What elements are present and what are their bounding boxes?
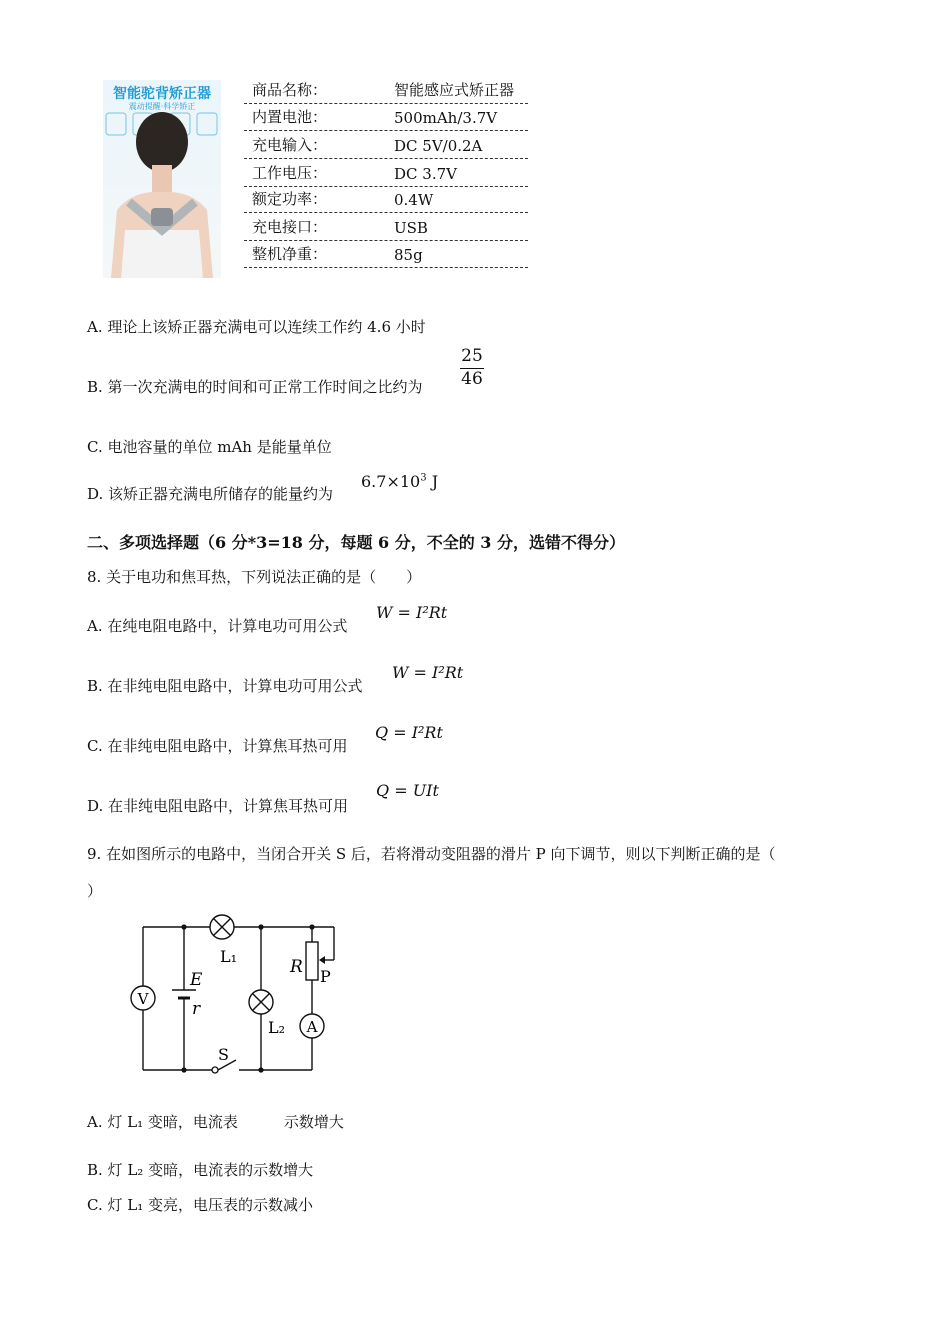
formula-b: W = I²Rt bbox=[392, 663, 464, 682]
formula-d: Q = UIt bbox=[376, 781, 439, 800]
label-l1: L₁ bbox=[220, 947, 238, 966]
label-e: E bbox=[190, 970, 203, 990]
formula-a: W = I²Rt bbox=[376, 603, 448, 622]
q8-option-c: C. 在非纯电阻电路中，计算焦耳热可用 bbox=[87, 737, 348, 755]
q8-option-b: B. 在非纯电阻电路中，计算电功可用公式 bbox=[87, 677, 363, 695]
label-l2: L₂ bbox=[268, 1018, 286, 1037]
spec-row: 内置电池： 500mAh/3.7V bbox=[244, 104, 528, 131]
lamp-l1-icon bbox=[210, 915, 234, 939]
q7-option-a: A. 理论上该矫正器充满电可以连续工作约 4.6 小时 bbox=[87, 318, 426, 336]
q9-option-b: B. 灯 L₂ 变暗，电流表的示数增大 bbox=[87, 1161, 314, 1179]
spec-row: 充电接口： USB bbox=[244, 214, 528, 241]
switch-terminal bbox=[212, 1067, 218, 1073]
spec-row: 额定功率： 0.4W bbox=[244, 186, 528, 213]
formula-c: Q = I²Rt bbox=[375, 723, 443, 742]
q9-option-a: A. 灯 L₁ 变暗，电流表 示数增大 bbox=[87, 1113, 344, 1131]
voltmeter-label: V bbox=[137, 990, 149, 1008]
q8-option-d: D. 在非纯电阻电路中，计算焦耳热可用 bbox=[87, 797, 349, 815]
circuit-diagram bbox=[120, 910, 360, 1085]
q8-stem: 8. 关于电功和焦耳热，下列说法正确的是（ ） bbox=[87, 568, 422, 586]
q7-option-c: C. 电池容量的单位 mAh 是能量单位 bbox=[87, 438, 332, 456]
q7-option-d: D. 该矫正器充满电所储存的能量约为 bbox=[87, 485, 334, 503]
fraction bbox=[460, 346, 484, 389]
lamp-l2-icon bbox=[249, 990, 273, 1014]
q9-option-c: C. 灯 L₁ 变亮，电压表的示数减小 bbox=[87, 1196, 313, 1214]
spec-row: 充电输入： DC 5V/0.2A bbox=[244, 132, 528, 159]
product-image bbox=[103, 80, 221, 278]
battery-icon bbox=[172, 990, 196, 998]
person-illustration bbox=[103, 80, 221, 278]
spec-row: 商品名称： 智能感应式矫正器 bbox=[244, 77, 528, 104]
fraction-denominator: 46 bbox=[461, 369, 483, 389]
product-title: 智能驼背矫正器 bbox=[113, 86, 211, 102]
label-slider: P bbox=[320, 967, 331, 986]
spec-row: 工作电压： DC 3.7V bbox=[244, 160, 528, 187]
q7-option-b: B. 第一次充满电的时间和可正常工作时间之比约为 bbox=[87, 378, 423, 396]
rheostat-icon bbox=[306, 942, 318, 980]
q9-stem: 9. 在如图所示的电路中，当闭合开关 S 后，若将滑动变阻器的滑片 P 向下调节，则以下判断正确的是（ bbox=[87, 845, 776, 863]
ammeter-label: A bbox=[306, 1018, 318, 1036]
label-switch: S bbox=[218, 1045, 229, 1064]
q8-option-a: A. 在纯电阻电路中，计算电功可用公式 bbox=[87, 617, 348, 635]
product-subtitle: 震动提醒·科学矫正 bbox=[128, 102, 196, 111]
energy-value: $6.7\times 10^3$ J bbox=[361, 472, 439, 491]
q9-stem-end: ） bbox=[87, 882, 103, 900]
spec-row: 整机净重： 85g bbox=[244, 241, 528, 268]
label-rheostat: R bbox=[290, 957, 303, 977]
label-r: r bbox=[192, 999, 201, 1019]
junction-dots bbox=[181, 924, 314, 1072]
fraction-numerator: 25 bbox=[461, 346, 483, 366]
slider-arrowhead-icon bbox=[319, 956, 325, 964]
section-heading: 二、多项选择题（6 分*3=18 分，每题 6 分，不全的 3 分，选错不得分） bbox=[87, 533, 625, 552]
